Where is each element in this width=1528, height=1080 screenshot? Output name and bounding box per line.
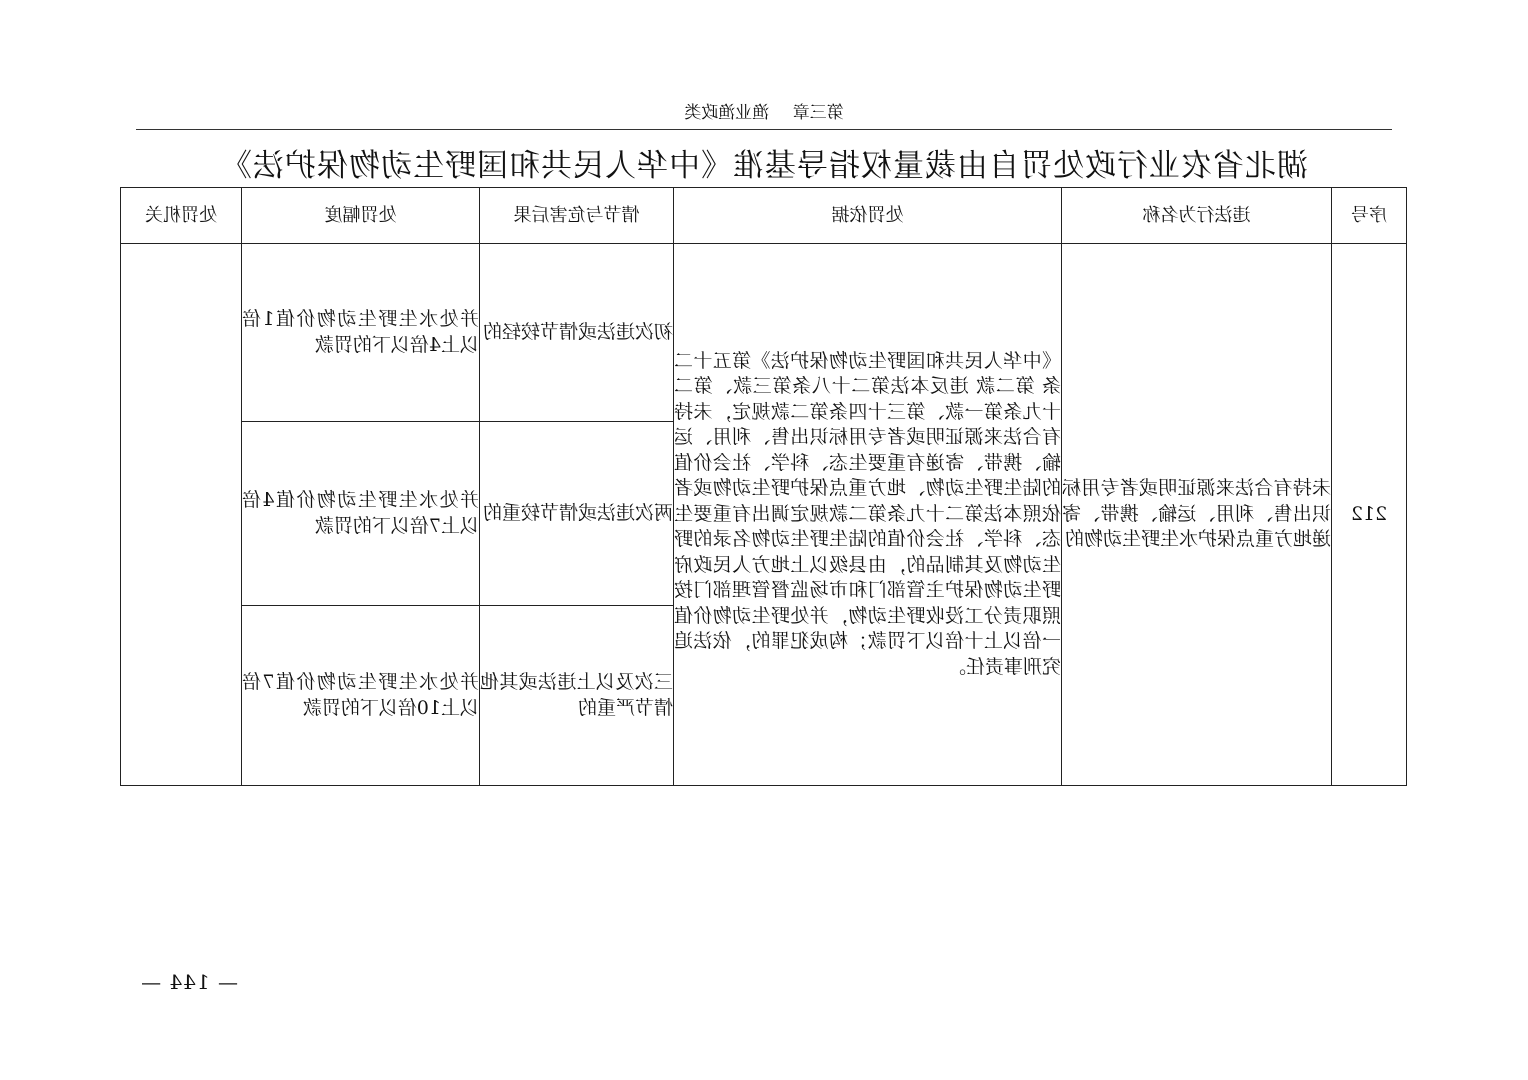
- page-number: — 144 —: [140, 970, 238, 994]
- circumstance-cell: 初次违法或情节较轻的: [480, 244, 674, 422]
- violation-cell: 未持有合法来源证明或者专用标识出售、利用、运输、携带、寄递地方重点保护水生野生动物的: [1062, 244, 1332, 786]
- col-header-basis: 处罚依据: [674, 188, 1062, 244]
- circumstance-cell: 三次及以上违法或其他情节严重的: [480, 606, 674, 786]
- range-cell: 并处水生野生动物价值7倍以上10倍以下的罚款: [242, 606, 480, 786]
- table-header-row: [121, 188, 1407, 244]
- col-header-seq: 序号: [1332, 188, 1407, 244]
- range-cell: 并处水生野生动物价值1倍以上4倍以下的罚款: [242, 244, 480, 422]
- running-header: [0, 98, 1528, 123]
- header-rule: [136, 129, 1392, 130]
- authority-cell: [121, 244, 242, 786]
- table-row: [121, 244, 1407, 422]
- circumstance-cell: 两次违法或情节较重的: [480, 422, 674, 606]
- col-header-range: 处罚幅度: [242, 188, 480, 244]
- basis-cell: 《中华人民共和国野生动物保护法》第五十二条 第二款 违反本法第二十八条第三款、第二十九条第一款、第三十四条第二款规定，未持有合法来源证明或者专用标识出售、利用、运输、携带、寄递有重要生态、科学、社会价值的陆生野生动物、地方重点保护野生动物或者依照本法第二十九条第二款规定调出有重要生态、科学、社会价值的陆生野生动物名录的野生动物及其制品的，由县级以上地方人民政府野生动物保护主管部门和市场监督管理部门按照职责分工没收野生动物，并处野生动物价值一倍以上十倍以下罚款；构成犯罪的，依法追究刑事责任。: [674, 244, 1062, 786]
- seq-cell: 212: [1332, 244, 1407, 786]
- penalty-table: [120, 187, 1407, 786]
- col-header-violation: 违法行为名称: [1062, 188, 1332, 244]
- range-cell: 并处水生野生动物价值4倍以上7倍以下的罚款: [242, 422, 480, 606]
- chapter-label: 第三章: [792, 103, 844, 123]
- section-label: 渔业渔政类: [684, 103, 770, 123]
- document-title: 湖北省农业行政处罚自由裁量权指导基准《中华人民共和国野生动物保护法》: [220, 148, 1308, 184]
- col-header-circumstance: 情节与危害后果: [480, 188, 674, 244]
- col-header-authority: 处罚机关: [121, 188, 242, 244]
